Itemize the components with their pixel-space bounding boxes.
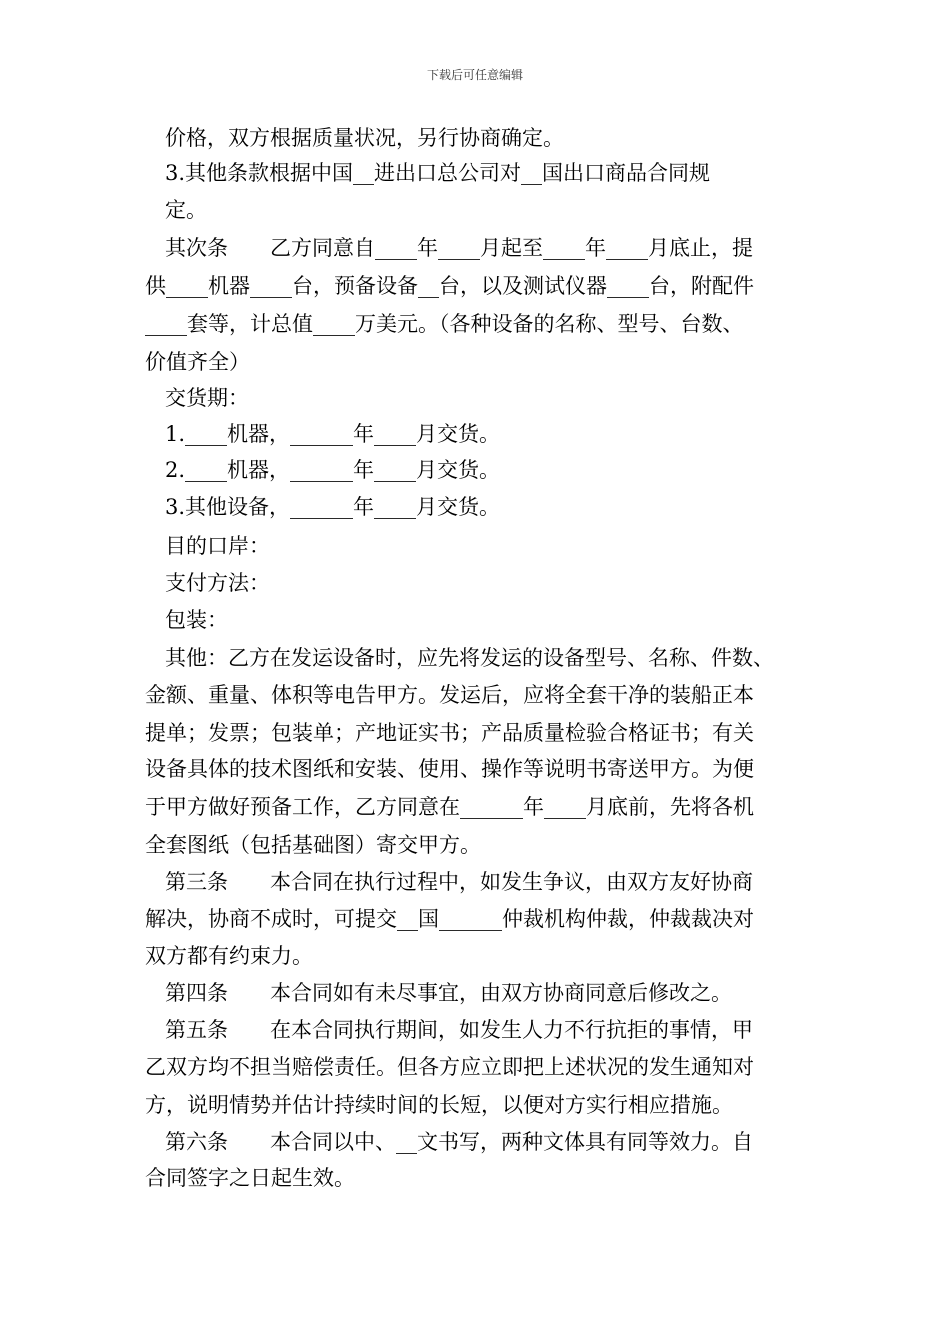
text-line: 1.____机器，______年____月交货。	[165, 422, 501, 446]
text-line: 解决，协商不成时，可提交__国______仲裁机构仲裁，仲裁裁决对	[145, 907, 754, 931]
text-line: 第三条 本合同在执行过程中，如发生争议，由双方友好协商	[165, 870, 753, 894]
text-line: 提单；发票；包装单；产地证实书；产品质量检验合格证书；有关	[145, 721, 754, 745]
text-line: 第五条 在本合同执行期间，如发生人力不行抗拒的事情，甲	[165, 1018, 753, 1042]
page-header: 下载后可任意编辑	[426, 68, 523, 82]
text-line: 设备具体的技术图纸和安装、使用、操作等说明书寄送甲方。为便	[145, 757, 754, 781]
text-line: 2.____机器，______年____月交货。	[165, 458, 501, 482]
text-line: 3.其他条款根据中国__进出口总公司对__国出口商品合同规	[165, 161, 711, 185]
text-line: 包装：	[165, 608, 228, 632]
text-line: 其次条 乙方同意自____年____月起至____年____月底止，提	[165, 236, 753, 260]
text-line: 全套图纸（包括基础图）寄交甲方。	[145, 833, 481, 857]
text-line: 于甲方做好预备工作，乙方同意在______年____月底前，先将各机	[145, 795, 754, 819]
text-line: 价值齐全）	[145, 350, 250, 374]
text-line: 定。	[165, 198, 207, 222]
text-line: ____套等，计总值____万美元。（各种设备的名称、型号、台数、	[145, 312, 744, 336]
text-line: 目的口岸：	[165, 534, 270, 558]
text-line: 交货期：	[165, 386, 249, 410]
text-line: 支付方法：	[165, 571, 270, 595]
text-line: 金额、重量、体积等电告甲方。发运后，应将全套干净的装船正本	[145, 683, 754, 707]
text-line: 第六条 本合同以中、__文书写，两种文体具有同等效力。自	[165, 1130, 753, 1154]
text-line: 供____机器____台，预备设备__台，以及测试仪器____台，附配件	[145, 274, 754, 298]
text-line: 方，说明情势并估计持续时间的长短，以便对方实行相应措施。	[145, 1093, 733, 1117]
text-line: 乙双方均不担当赔偿责任。但各方应立即把上述状况的发生通知对	[145, 1055, 754, 1079]
text-line: 其他：乙方在发运设备时，应先将发运的设备型号、名称、件数、	[165, 646, 774, 670]
text-line: 合同签字之日起生效。	[145, 1166, 355, 1190]
text-line: 双方都有约束力。	[145, 944, 313, 968]
text-line: 3.其他设备，______年____月交货。	[165, 495, 501, 519]
text-line: 价格，双方根据质量状况，另行协商确定。	[165, 126, 564, 150]
text-line: 第四条 本合同如有未尽事宜，由双方协商同意后修改之。	[165, 981, 732, 1005]
